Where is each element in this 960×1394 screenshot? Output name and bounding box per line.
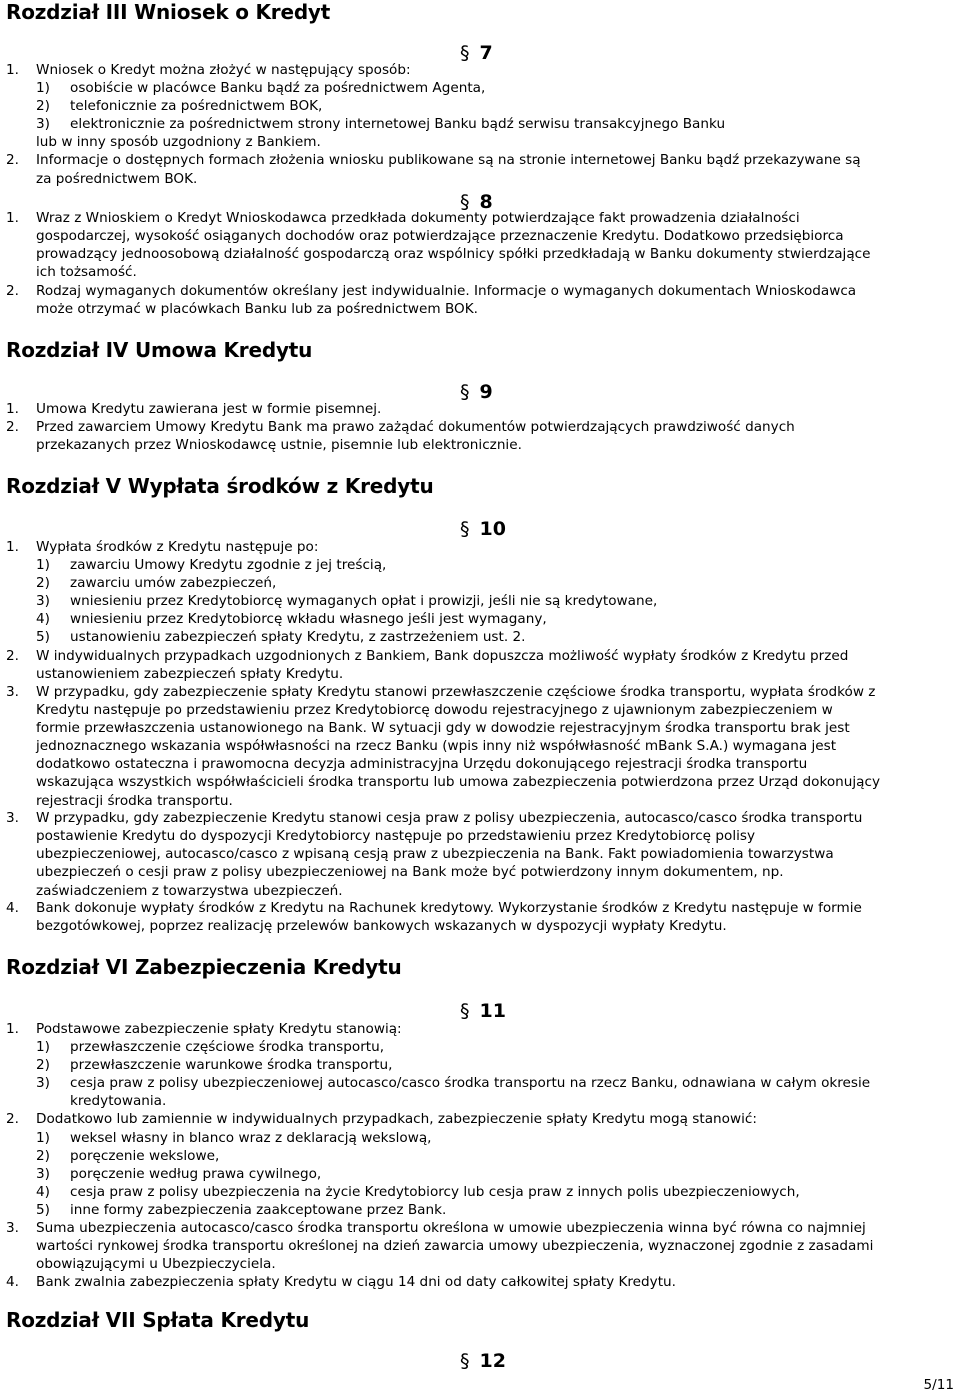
item-text: przewłaszczenie warunkowe środka transportu, [70,1057,393,1073]
item-number: 2) [36,1148,50,1164]
chapter-heading: Rozdział IV Umowa Kredytu [6,338,313,362]
item-text: kredytowania. [70,1093,167,1109]
paragraph-number [460,381,493,403]
item-number: 1) [36,1039,50,1055]
item-number: 1. [6,401,19,417]
item-text: rejestracji środka transportu. [36,793,233,809]
item-number: 1. [6,1021,19,1037]
item-number: 1. [6,62,19,78]
item-number: 2. [6,1111,19,1127]
item-text: ich tożsamość. [36,264,137,280]
item-number: 2. [6,648,19,664]
item-number: 5) [36,1202,50,1218]
item-text: Wypłata środków z Kredytu następuje po: [36,539,319,555]
paragraph-number-value: 11 [479,1000,506,1022]
item-text: inne formy zabezpieczenia zaakceptowane przez Bank. [70,1202,447,1218]
item-text: Informacje o dostępnych formach złożenia wniosku publikowane są na stronie internetowej Banku bądź przekazywane są [36,152,861,168]
item-number: 3) [36,116,50,132]
paragraph-number-value: 12 [479,1350,506,1372]
item-text: Suma ubezpieczenia autocasco/casco środka transportu określona w umowie ubezpieczenia winna być równa co najmniej [36,1220,866,1236]
item-number: 5) [36,629,50,645]
item-text: jednoznacznego wskazania współwłasności na rzecz Banku (wpis inny niż współwłasność mBank S.A.) wymagana jest [36,738,837,754]
item-text: zawarciu umów zabezpieczeń, [70,575,277,591]
item-number: 3) [36,1166,50,1182]
item-number: 3. [6,810,19,826]
item-number: 2. [6,419,19,435]
item-number: 4. [6,1274,19,1290]
item-text: ubezpieczeń o cesji praw z polisy ubezpieczeniowej na Bank może być potwierdzony innym dokumentem, np. [36,864,784,880]
item-number: 1. [6,539,19,555]
item-number: 1) [36,80,50,96]
paragraph-number [460,1000,506,1022]
item-number: 3. [6,684,19,700]
item-number: 4. [6,900,19,916]
item-text: ubezpieczeniowej, autocasco/casco z wpisaną cesją praw z ubezpieczenia na Bank. Fakt powiadomienia towarzystwa [36,846,834,862]
item-text: wniesieniu przez Kredytobiorcę wymaganych opłat i prowizji, jeśli nie są kredytowane, [70,593,658,609]
paragraph-number-value: 9 [479,381,493,403]
item-number: 2. [6,283,19,299]
item-text: Wraz z Wnioskiem o Kredyt Wnioskodawca przedkłada dokumenty potwierdzające fakt prowadzenia działalności [36,210,800,226]
item-text: W przypadku, gdy zabezpieczenie spłaty Kredytu stanowi przewłaszczenie częściowe środka transportu, wypłata środków z [36,684,876,700]
item-text: bezgotówkowej, poprzez realizację przelewów bankowych wskazanych w dyspozycji wypłaty Kredytu. [36,918,727,934]
item-text: Wniosek o Kredyt można złożyć w następujący sposób: [36,62,411,78]
item-text: Podstawowe zabezpieczenie spłaty Kredytu stanowią: [36,1021,402,1037]
paragraph-symbol: § [460,381,470,403]
item-text: Bank zwalnia zabezpieczenia spłaty Kredytu w ciągu 14 dni od daty całkowitej spłaty Kredytu. [36,1274,676,1290]
item-text: Dodatkowo lub zamiennie w indywidualnych przypadkach, zabezpieczenie spłaty Kredytu mogą stanowić: [36,1111,757,1127]
paragraph-symbol: § [460,191,470,213]
paragraph-symbol: § [460,518,470,540]
item-number: 2) [36,98,50,114]
item-text: ustanowieniem zabezpieczeń spłaty Kredytu. [36,666,344,682]
paragraph-symbol: § [460,42,470,64]
item-number: 2. [6,152,19,168]
item-text: zawarciu Umowy Kredytu zgodnie z jej treścią, [70,557,387,573]
item-number: 3. [6,1220,19,1236]
item-text: przekazanych przez Wnioskodawcę ustnie, pisemnie lub elektronicznie. [36,437,522,453]
item-number: 1. [6,210,19,226]
paragraph-number [460,518,506,540]
item-text: telefonicznie za pośrednictwem BOK, [70,98,323,114]
paragraph-number-value: 10 [479,518,506,540]
item-text: ustanowieniu zabezpieczeń spłaty Kredytu, z zastrzeżeniem ust. 2. [70,629,526,645]
item-text: wskazująca wszystkich współwłaścicieli środka transportu lub umowa zabezpieczenia potwierdzona przez Urząd dokonujący [36,774,881,790]
chapter-heading: Rozdział III Wniosek o Kredyt [6,0,331,24]
item-text: W indywidualnych przypadkach uzgodnionych z Bankiem, Bank dopuszcza możliwość wypłaty środków z Kredytu przed [36,648,849,664]
item-text: za pośrednictwem BOK. [36,171,198,187]
paragraph-number-value: 8 [479,191,493,213]
item-text: osobiście w placówce Banku bądź za pośrednictwem Agenta, [70,80,486,96]
item-text: Kredytu następuje po przedstawieniu przez Kredytobiorcę dowodu rejestracyjnego z ujawnionym zabezpieczeniem w [36,702,833,718]
chapter-heading: Rozdział VII Spłata Kredytu [6,1308,310,1332]
item-text: cesja praw z polisy ubezpieczenia na życie Kredytobiorcy lub cesja praw z innych polis ubezpieczeniowych, [70,1184,800,1200]
chapter-heading: Rozdział V Wypłata środków z Kredytu [6,474,434,498]
item-text: Rodzaj wymaganych dokumentów określany jest indywidualnie. Informacje o wymaganych dokumentach Wnioskodawca [36,283,857,299]
item-text: może otrzymać w placówkach Banku lub za pośrednictwem BOK. [36,301,478,317]
chapter-heading: Rozdział VI Zabezpieczenia Kredytu [6,955,402,979]
item-text: poręczenie wekslowe, [70,1148,220,1164]
item-number: 1) [36,557,50,573]
item-text: elektronicznie za pośrednictwem strony internetowej Banku bądź serwisu transakcyjnego Banku [70,116,726,132]
paragraph-number [460,42,493,64]
item-text: przewłaszczenie częściowe środka transportu, [70,1039,385,1055]
item-text: postawienie Kredytu do dyspozycji Kredytobiorcy następuje po przedstawieniu przez Kredytobiorcę polisy [36,828,755,844]
page-number: 5/11 [923,1377,954,1393]
paragraph-symbol: § [460,1000,470,1022]
item-text: Przed zawarciem Umowy Kredytu Bank ma prawo zażądać dokumentów potwierdzających prawdziwość danych [36,419,795,435]
item-text: cesja praw z polisy ubezpieczeniowej autocasco/casco środka transportu na rzecz Banku, odnawiana w całym okresie [70,1075,871,1091]
paragraph-number-value: 7 [479,42,493,64]
item-number: 3) [36,593,50,609]
item-text: zaświadczeniem z towarzystwa ubezpieczeń. [36,883,343,899]
item-text: wniesieniu przez Kredytobiorcę wkładu własnego jeśli jest wymagany, [70,611,547,627]
item-number: 4) [36,1184,50,1200]
item-text: lub w inny sposób uzgodniony z Bankiem. [36,134,321,150]
item-text: Bank dokonuje wypłaty środków z Kredytu na Rachunek kredytowy. Wykorzystanie środków z Kredytu następuje w formie [36,900,862,916]
item-number: 1) [36,1130,50,1146]
paragraph-symbol: § [460,1350,470,1372]
item-text: W przypadku, gdy zabezpieczenie Kredytu stanowi cesja praw z polisy ubezpieczenia, autocasco/casco środka transportu [36,810,863,826]
item-text: wartości rynkowej środka transportu określonej na dzień zawarcia umowy ubezpieczenia, wyznaczonej zgodnie z zasadami [36,1238,874,1254]
item-text: formie przewłaszczenia ustanowionego na Bank. W sytuacji gdy w dowodzie rejestracyjnym środka transportu brak jest [36,720,850,736]
item-text: dodatkowo ostateczna i prawomocna decyzja administracyjna Urzędu dokonującego rejestracji środka transportu [36,756,808,772]
item-number: 2) [36,1057,50,1073]
item-text: prowadzący jednoosobową działalność gospodarczą oraz wspólnicy spółki przedkładają w Banku dokumenty stwierdzające [36,246,871,262]
item-number: 2) [36,575,50,591]
item-text: gospodarczej, wysokość osiąganych dochodów oraz potwierdzające przeznaczenie Kredytu. Dodatkowo przedsiębiorca [36,228,844,244]
item-number: 3) [36,1075,50,1091]
item-text: Umowa Kredytu zawierana jest w formie pisemnej. [36,401,382,417]
item-text: obowiązującymi u Ubezpieczyciela. [36,1256,276,1272]
item-text: poręczenie według prawa cywilnego, [70,1166,322,1182]
item-text: weksel własny in blanco wraz z deklaracją wekslową, [70,1130,432,1146]
item-number: 4) [36,611,50,627]
paragraph-number [460,1350,506,1372]
